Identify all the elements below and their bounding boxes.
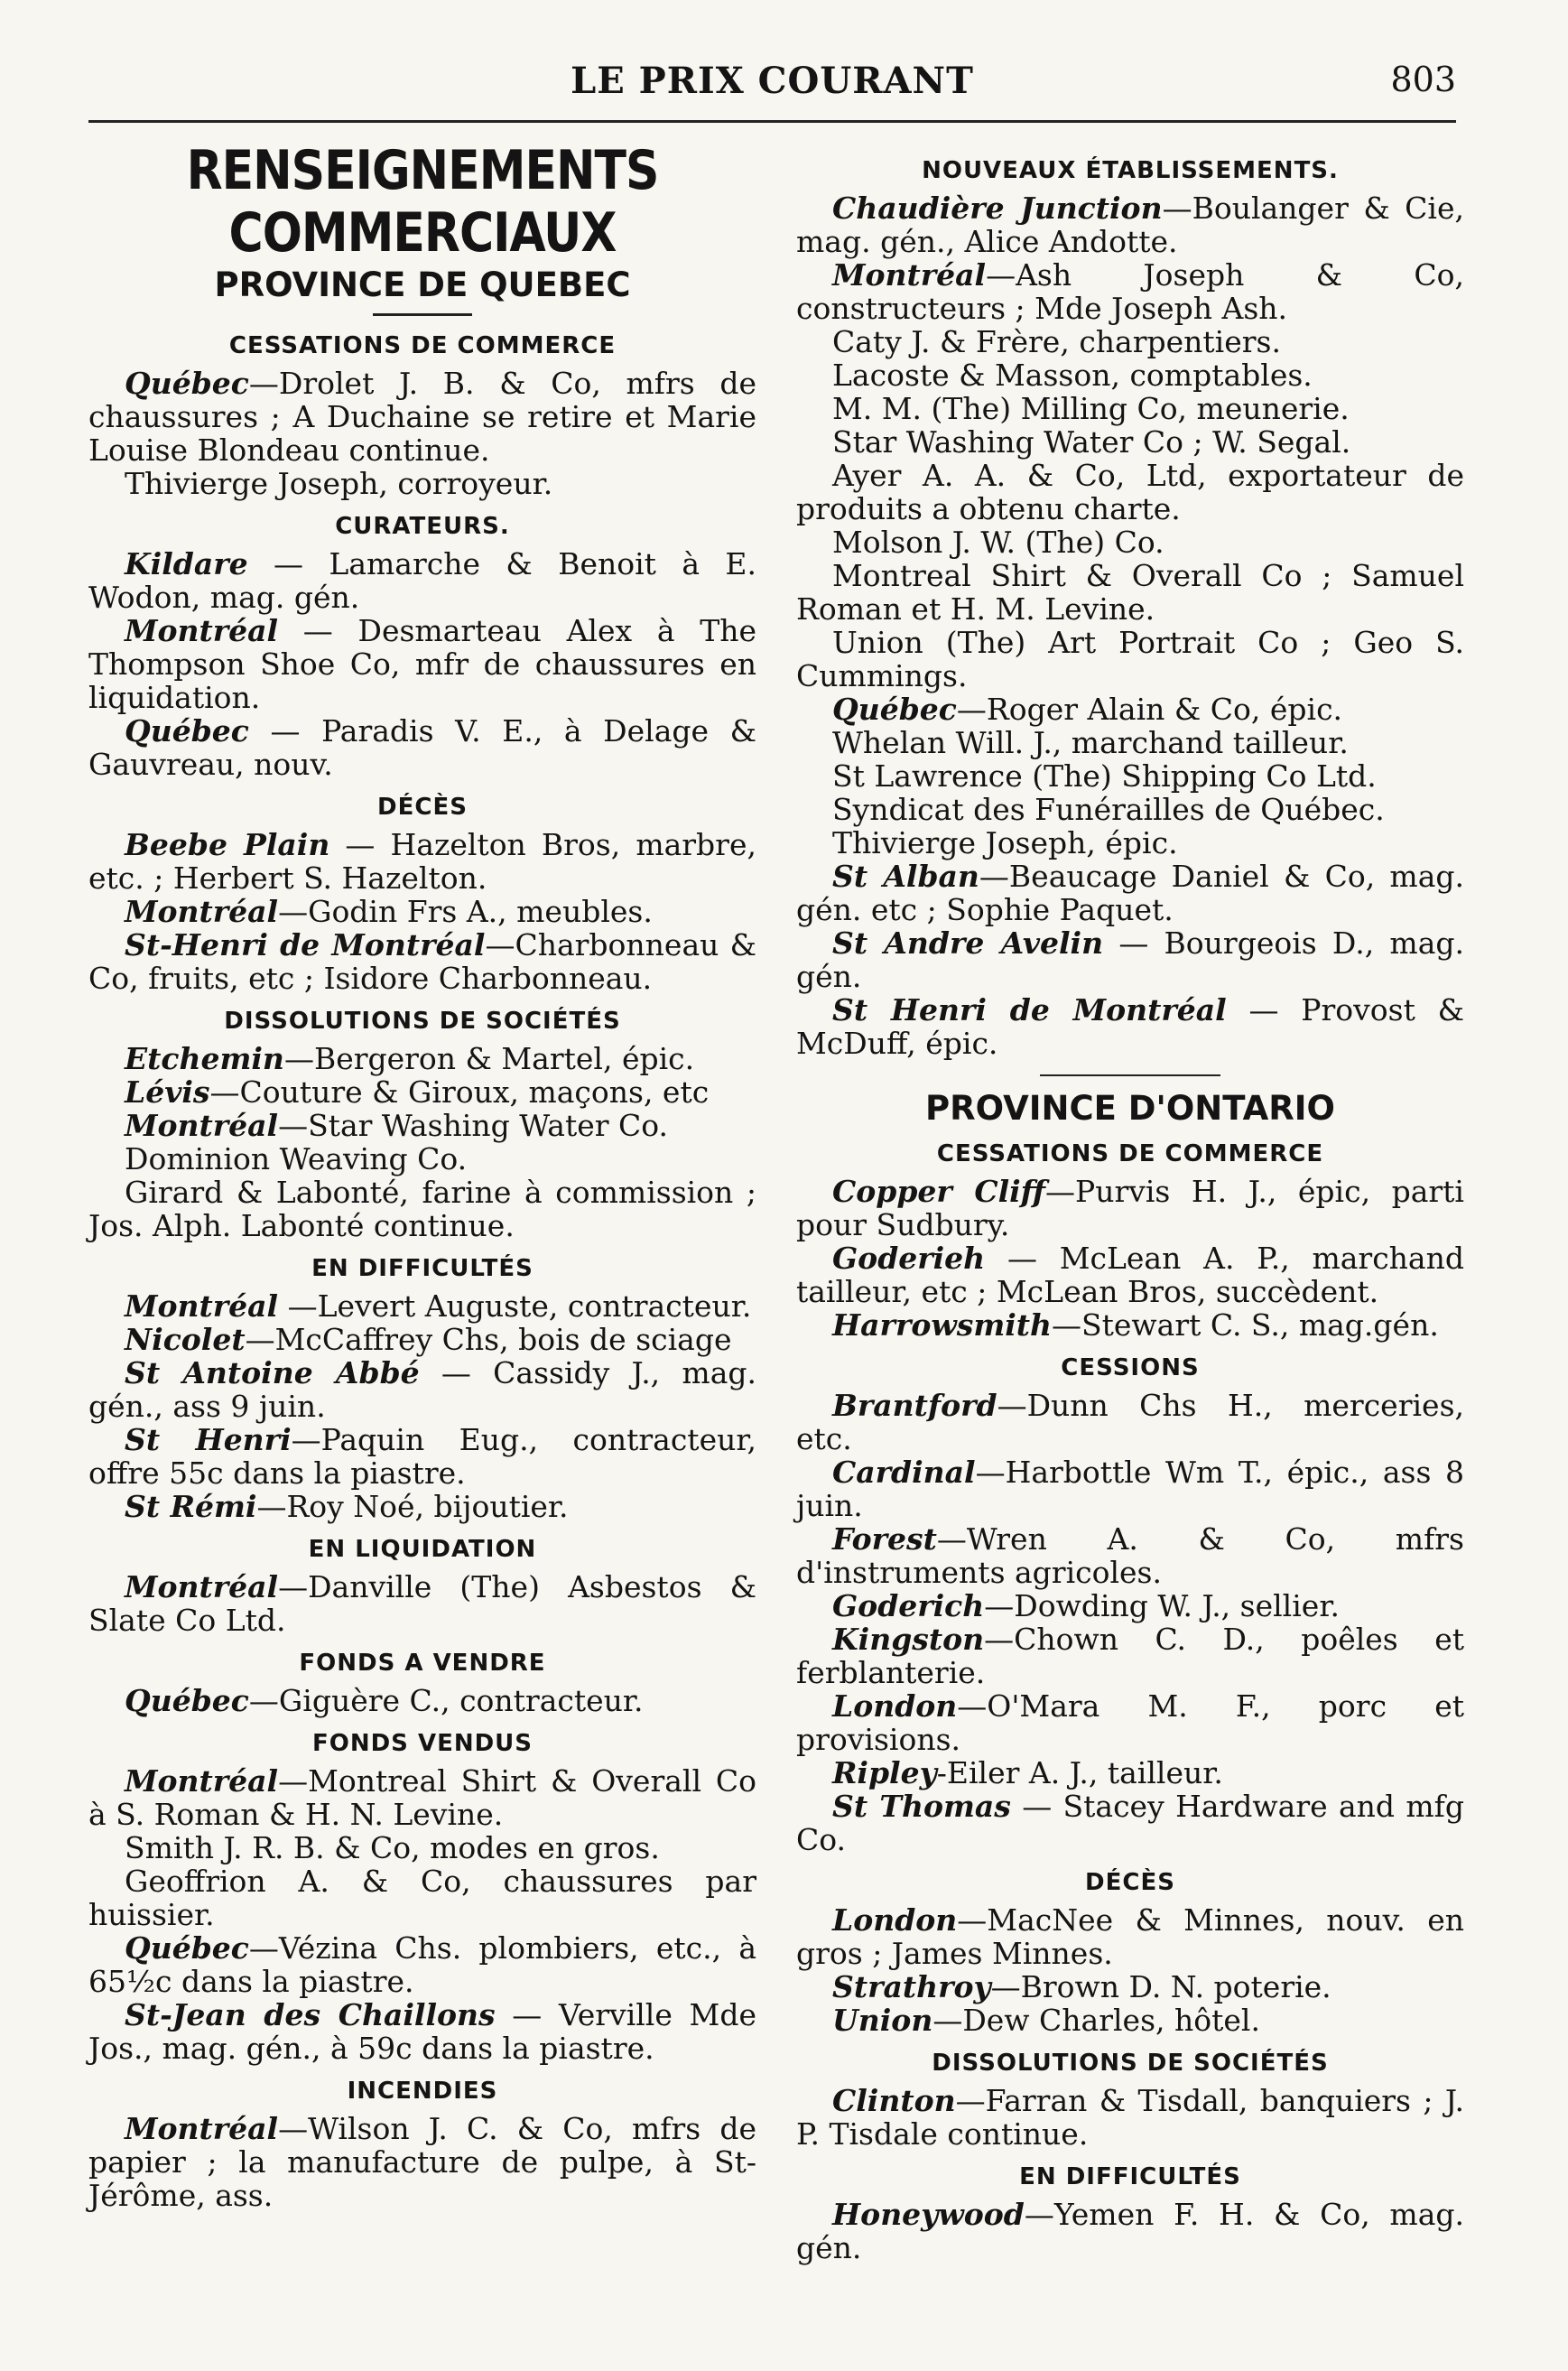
publication-title: LE PRIX COURANT	[571, 60, 974, 102]
listing-entry	[796, 325, 1464, 358]
listing-entry	[796, 525, 1464, 559]
place-name: Montréal	[125, 613, 279, 648]
entry-text: —Brown D. N. poterie.	[990, 1969, 1331, 2004]
listing-entry	[88, 1423, 756, 1490]
place-name: Montréal	[125, 1763, 279, 1799]
section-heading: INCENDIES	[347, 2078, 498, 2105]
place-name: Forest	[832, 1521, 937, 1557]
listing-entry	[796, 860, 1464, 926]
heading-divider	[373, 313, 472, 316]
place-name: London	[832, 1688, 958, 1724]
right-sections-ontario	[796, 1140, 1464, 2264]
entry-text: St Lawrence (The) Shipping Co Ltd.	[832, 758, 1377, 794]
entry-text: —Farran & Tisdall, banquiers ; J. P. Tisdale continue.	[796, 2083, 1464, 2152]
place-name: London	[832, 1902, 958, 1938]
place-name: Goderieh	[832, 1241, 986, 1276]
place-name: Nicolet	[125, 1322, 246, 1357]
entry-text: —Boulanger & Cie, mag. gén., Alice Andotte.	[796, 191, 1464, 259]
listing-entry	[796, 2198, 1464, 2264]
listing-entry	[88, 1570, 756, 1637]
place-name: Montréal	[125, 894, 279, 929]
place-name: St Henri	[125, 1422, 292, 1457]
listing-entry	[88, 1684, 756, 1717]
place-name: Union	[832, 2003, 933, 2038]
listing-entry	[88, 1075, 756, 1109]
listing-entry	[88, 1931, 756, 1998]
entry-text: —Couture & Giroux, maçons, etc	[209, 1074, 710, 1110]
entry-text: —Giguère C., contracteur.	[248, 1683, 644, 1718]
place-name: St-Henri de Montréal	[125, 927, 486, 962]
place-name: Québec	[125, 1930, 249, 1966]
place-name: Ripley	[832, 1755, 937, 1790]
place-name: Cardinal	[832, 1455, 976, 1490]
entry-text: Syndicat des Funérailles de Québec.	[832, 792, 1385, 827]
entry-text: Montreal Shirt & Overall Co ; Samuel Roman et H. M. Levine.	[796, 558, 1464, 627]
place-name: Montréal	[125, 2111, 279, 2146]
place-name: Montréal	[125, 1288, 279, 1324]
entry-text: —Beaucage Daniel & Co, mag. gén. etc ; Sophie Paquet.	[796, 859, 1465, 927]
listing-entry	[796, 1241, 1464, 1308]
entry-text: Caty J. & Frère, charpentiers.	[832, 324, 1281, 359]
place-name: Honeywood	[832, 2197, 1025, 2232]
listing-entry	[796, 1756, 1464, 1790]
listing-entry	[88, 614, 756, 714]
place-name: Etchemin	[125, 1041, 284, 1076]
banner-title: RENSEIGNEMENTS COMMERCIAUX	[186, 140, 659, 265]
entry-text: —McCaffrey Chs, bois de sciage	[245, 1322, 732, 1357]
place-name: Strathroy	[832, 1969, 991, 2004]
entry-text: —Dew Charles, hôtel.	[932, 2003, 1260, 2038]
entry-text: Dominion Weaving Co.	[125, 1141, 468, 1176]
listing-entry	[88, 547, 756, 614]
place-name: Kildare	[125, 546, 248, 581]
listing-entry	[796, 926, 1464, 993]
section-heading: DISSOLUTIONS DE SOCIÉTÉS	[932, 2050, 1329, 2077]
place-name: St Thomas	[832, 1789, 1011, 1824]
right-sections	[796, 157, 1464, 1060]
entry-text: — McLean A. P., marchand tailleur, etc ; McLean Bros, succèdent.	[796, 1241, 1464, 1309]
entry-text: Girard & Labonté, farine à commission ; Jos. Alph. Labonté continue.	[88, 1175, 756, 1243]
listing-entry	[796, 1175, 1464, 1241]
listing-entry	[796, 1790, 1464, 1856]
section-heading: EN LIQUIDATION	[308, 1536, 537, 1563]
left-sections	[88, 332, 756, 2212]
listing-entry	[796, 1522, 1464, 1589]
entry-text: M. M. (The) Milling Co, meunerie.	[832, 391, 1350, 426]
listing-entry	[88, 1142, 756, 1176]
place-name: Québec	[125, 366, 249, 401]
section-heading: NOUVEAUX ÉTABLISSEMENTS.	[922, 157, 1339, 184]
place-name: Harrowsmith	[832, 1307, 1053, 1343]
section-heading: DÉCÈS	[377, 794, 468, 821]
listing-entry	[88, 1831, 756, 1864]
place-name: Québec	[125, 1683, 249, 1718]
entry-text: —Chown C. D., poêles et ferblanterie.	[796, 1622, 1464, 1690]
entry-text: —O'Mara M. F., porc et provisions.	[796, 1688, 1464, 1757]
entry-text: —Drolet J. B. & Co, mfrs de chaussures ; A Duchaine se retire et Marie Louise Blondeau continue.	[88, 366, 756, 468]
listing-entry	[88, 1042, 756, 1075]
listing-entry	[88, 714, 756, 781]
place-name: Montréal	[125, 1108, 279, 1143]
place-name: St Andre Avelin	[832, 925, 1104, 961]
listing-entry	[88, 2112, 756, 2212]
place-name: Kingston	[832, 1622, 985, 1657]
entry-text: — Lamarche & Benoit à E. Wodon, mag. gén.	[88, 546, 756, 615]
entry-text: — Desmarteau Alex à The Thompson Shoe Co, mfr de chaussures en liquidation.	[88, 613, 756, 715]
listing-entry	[88, 928, 756, 995]
section-heading: EN DIFFICULTÉS	[1019, 2163, 1241, 2190]
place-name: Beebe Plain	[125, 827, 330, 862]
entry-text: —Ash Joseph & Co, constructeurs ; Mde Joseph Ash.	[796, 257, 1464, 326]
listing-entry	[88, 1356, 756, 1423]
listing-entry	[796, 392, 1464, 425]
listing-entry	[88, 1289, 756, 1323]
entry-text: — Cassidy J., mag. gén., ass 9 juin.	[88, 1355, 756, 1424]
listing-entry	[796, 993, 1464, 1060]
entry-text: —Yemen F. H. & Co, mag. gén.	[796, 2197, 1464, 2265]
section-separator	[1040, 1074, 1220, 1076]
listing-entry	[796, 1308, 1464, 1342]
place-name: Clinton	[832, 2083, 956, 2118]
listing-entry	[796, 1589, 1464, 1623]
place-name: St-Jean des Chaillons	[125, 1997, 496, 2032]
listing-entry	[796, 358, 1464, 392]
listing-entry	[796, 626, 1464, 693]
listing-entry	[88, 1109, 756, 1142]
listing-entry	[88, 1323, 756, 1356]
listing-entry	[796, 793, 1464, 826]
listing-entry	[88, 1864, 756, 1931]
place-name: Québec	[125, 713, 249, 748]
entry-text: —Star Washing Water Co.	[278, 1108, 669, 1143]
listing-entry	[796, 459, 1464, 525]
page-header	[88, 52, 1456, 116]
place-name: Brantford	[832, 1388, 997, 1423]
listing-entry	[796, 258, 1464, 325]
place-name: Lévis	[125, 1074, 210, 1110]
entry-text: Ayer A. A. & Co, Ltd, exportateur de produits a obtenu charte.	[796, 458, 1464, 526]
listing-entry	[796, 425, 1464, 459]
entry-text: —Wilson J. C. & Co, mfrs de papier ; la manufacture de pulpe, à St-Jérôme, ass.	[88, 2111, 756, 2213]
entry-text: —Roger Alain & Co, épic.	[956, 692, 1343, 727]
listing-entry	[796, 191, 1464, 258]
entry-text: Whelan Will. J., marchand tailleur.	[832, 725, 1349, 760]
listing-entry	[88, 467, 756, 500]
listing-entry	[796, 559, 1464, 626]
entry-text: -Eiler A. J., tailleur.	[936, 1755, 1223, 1790]
entry-text: —Danville (The) Asbestos & Slate Co Ltd.	[88, 1569, 756, 1638]
entry-text: —Wren A. & Co, mfrs d'instruments agricoles.	[796, 1521, 1464, 1590]
entry-text: — Provost & McDuff, épic.	[796, 992, 1464, 1061]
entry-text: —Godin Frs A., meubles.	[278, 894, 653, 929]
entry-text: —Harbottle Wm T., épic., ass 8 juin.	[796, 1455, 1464, 1523]
right-column	[796, 144, 1464, 2264]
left-column	[88, 140, 757, 2213]
listing-entry	[796, 726, 1464, 759]
listing-entry	[796, 1455, 1464, 1522]
entry-text: Geoffrion A. & Co, chaussures par huissier.	[88, 1864, 756, 1932]
listing-entry	[88, 1490, 756, 1523]
place-name: Chaudière Junction	[832, 191, 1163, 226]
place-name: Goderich	[832, 1588, 985, 1623]
listing-entry	[796, 1623, 1464, 1689]
entry-text: —Roy Noé, bijoutier.	[256, 1489, 569, 1524]
section-heading: CESSATIONS DE COMMERCE	[936, 1140, 1324, 1167]
place-name: Montréal	[832, 257, 987, 293]
entry-text: —Bergeron & Martel, épic.	[283, 1041, 695, 1076]
entry-text: —Montreal Shirt & Overall Co à S. Roman & H. N. Levine.	[88, 1763, 756, 1832]
place-name: Québec	[832, 692, 957, 727]
place-name: St Henri de Montréal	[832, 992, 1227, 1027]
section-heading: CESSATIONS DE COMMERCE	[228, 332, 617, 359]
entry-text: — Hazelton Bros, marbre, etc. ; Herbert S. Hazelton.	[88, 827, 756, 896]
listing-entry	[88, 367, 756, 467]
listing-entry	[796, 1903, 1464, 1970]
page-number: 803	[1390, 60, 1456, 99]
section-heading: DISSOLUTIONS DE SOCIÉTÉS	[224, 1008, 621, 1035]
listing-entry	[796, 759, 1464, 793]
listing-entry	[796, 2004, 1464, 2037]
section-heading: CESSIONS	[1061, 1354, 1200, 1381]
entry-text: —Purvis H. J., épic, parti pour Sudbury.	[796, 1174, 1464, 1242]
section-heading: CURATEURS.	[335, 513, 510, 540]
listing-entry	[796, 1389, 1464, 1455]
entry-text: —Paquin Eug., contracteur, offre 55c dans la piastre.	[88, 1422, 756, 1491]
entry-text: —Charbonneau & Co, fruits, etc ; Isidore Charbonneau.	[88, 927, 757, 996]
entry-text: — Verville Mde Jos., mag. gén., à 59c dans la piastre.	[88, 1997, 757, 2066]
listing-entry	[796, 1970, 1464, 2004]
listing-entry	[88, 1764, 756, 1831]
entry-text: —Vézina Chs. plombiers, etc., à 65½c dans la piastre.	[88, 1930, 756, 1999]
listing-entry	[88, 1998, 756, 2065]
entry-text: — Bourgeois D., mag. gén.	[796, 925, 1464, 994]
entry-text: Star Washing Water Co ; W. Segal.	[832, 424, 1351, 460]
entry-text: —MacNee & Minnes, nouv. en gros ; James Minnes.	[796, 1902, 1464, 1971]
place-name: St Rémi	[125, 1489, 257, 1524]
section-heading: EN DIFFICULTÉS	[311, 1255, 533, 1282]
place-name: Montréal	[125, 1569, 279, 1604]
entry-text: — Paradis V. E., à Delage & Gauvreau, nouv.	[88, 713, 756, 782]
entry-text: Smith J. R. B. & Co, modes en gros.	[125, 1830, 660, 1865]
listing-entry	[796, 693, 1464, 726]
section-heading: FONDS VENDUS	[311, 1730, 533, 1757]
listing-entry	[88, 895, 756, 928]
entry-text: —Dunn Chs H., merceries, etc.	[796, 1388, 1464, 1456]
entry-text: Lacoste & Masson, comptables.	[832, 358, 1313, 393]
listing-entry	[796, 2084, 1464, 2151]
listing-entry	[88, 1176, 756, 1242]
place-name: Copper Cliff	[832, 1174, 1045, 1209]
entry-text: — Stacey Hardware and mfg Co.	[796, 1789, 1464, 1857]
section-heading: DÉCÈS	[1085, 1869, 1175, 1896]
entry-text: —Dowding W. J., sellier.	[984, 1588, 1340, 1623]
place-name: St Antoine Abbé	[125, 1355, 420, 1390]
entry-text: Thivierge Joseph, corroyeur.	[125, 466, 553, 501]
province-heading: PROVINCE D'ONTARIO	[925, 1089, 1335, 1128]
listing-entry	[88, 828, 756, 895]
entry-text: Thivierge Joseph, épic.	[832, 825, 1178, 860]
entry-text: Union (The) Art Portrait Co ; Geo S. Cummings.	[796, 625, 1464, 693]
entry-text: —Levert Auguste, contracteur.	[278, 1288, 752, 1324]
section-heading: FONDS A VENDRE	[299, 1650, 546, 1677]
entry-text: Molson J. W. (The) Co.	[832, 525, 1164, 560]
place-name: St Alban	[832, 859, 979, 894]
header-rule	[88, 120, 1456, 123]
province-heading: PROVINCE DE QUEBEC	[214, 265, 631, 304]
entry-text: —Stewart C. S., mag.gén.	[1052, 1307, 1439, 1343]
listing-entry	[796, 826, 1464, 860]
listing-entry	[796, 1689, 1464, 1756]
